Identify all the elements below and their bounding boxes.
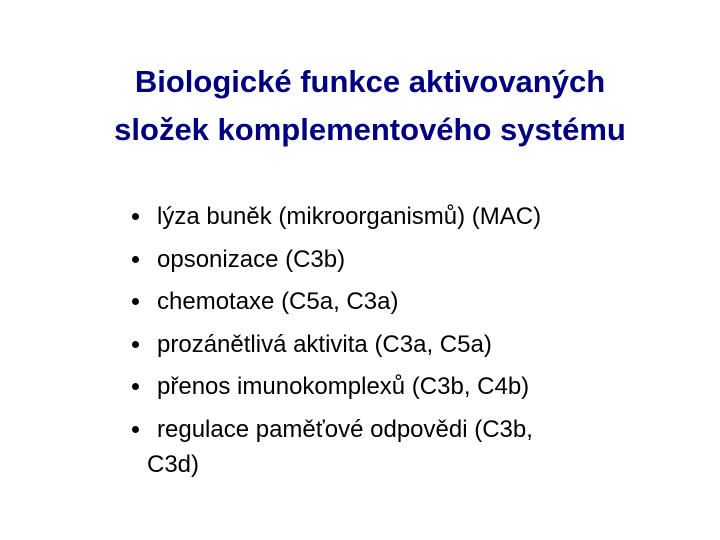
bullet-text: lýza buněk (mikroorganismů) (MAC)	[157, 203, 542, 230]
list-item	[132, 324, 692, 367]
list-item	[132, 281, 692, 324]
bullet-dot-icon	[132, 383, 139, 390]
list-item	[132, 239, 692, 282]
list-item	[132, 366, 692, 409]
bullet-text: chemotaxe (C5a, C3a)	[157, 288, 399, 315]
list-item	[132, 196, 692, 239]
title-line-1: Biologické funkce aktivovaných	[134, 64, 606, 99]
list-item	[132, 409, 692, 480]
title-line-2: složek komplementového systému	[114, 112, 626, 147]
bullet-dot-icon	[132, 298, 139, 305]
bullet-text-continuation: C3d)	[147, 451, 200, 478]
bullet-text: regulace paměťové odpovědi (C3b,	[157, 415, 533, 443]
bullet-dot-icon	[132, 256, 139, 263]
bullet-text: přenos imunokomplexů (C3b, C4b)	[157, 373, 530, 400]
bullet-text: prozánětlivá aktivita (C3a, C5a)	[157, 330, 492, 358]
bullet-dot-icon	[132, 213, 139, 220]
bullet-dot-icon	[132, 426, 139, 433]
slide-title	[0, 58, 720, 154]
bullet-dot-icon	[132, 341, 139, 348]
bullet-text: opsonizace (C3b)	[157, 245, 346, 273]
bullet-list	[132, 196, 692, 479]
